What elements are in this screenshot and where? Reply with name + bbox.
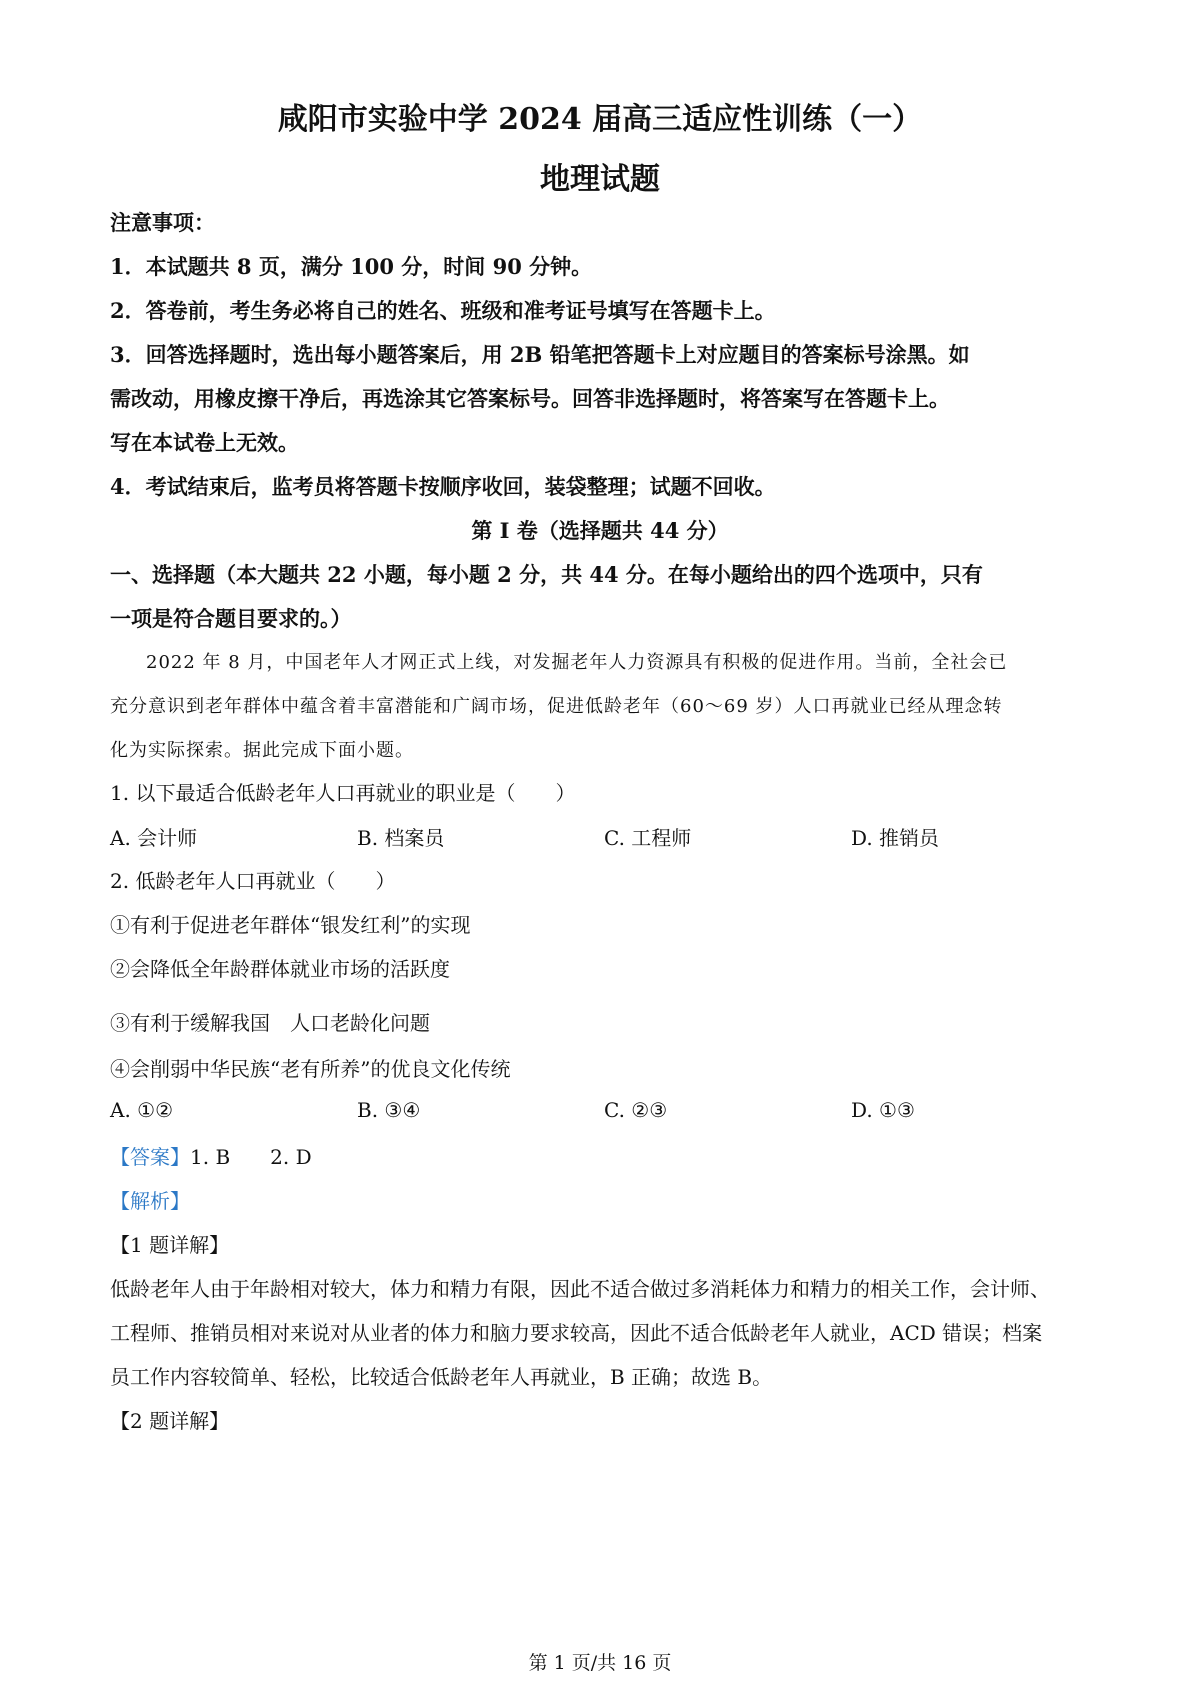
question-1-option-d: D. 推销员 [851, 826, 940, 850]
part-heading: 一、选择题（本大题共 22 小题，每小题 2 分，共 44 分。在每小题给出的四个选项中，只有 [110, 562, 983, 587]
answer-text: 1. B 2. D [190, 1145, 312, 1169]
question-2-statement: ②会降低全年龄群体就业市场的活跃度 [110, 957, 450, 981]
question-2-option-a: A. ①② [110, 1098, 174, 1122]
answer-line [110, 1142, 312, 1172]
passage-line: 充分意识到老年群体中蕴含着丰富潜能和广阔市场，促进低龄老年（60～69 岁）人口再就业已经从理念转 [110, 696, 1003, 717]
notice-item: 写在本试卷上无效。 [110, 430, 299, 455]
question-2-option-b: B. ③④ [357, 1098, 421, 1122]
notice-item: 4．考试结束后，监考员将答题卡按顺序收回，装袋整理；试题不回收。 [110, 474, 776, 499]
passage-line: 2022 年 8 月，中国老年人才网正式上线，对发掘老年人力资源具有积极的促进作用。当前，全社会已 [146, 652, 1008, 673]
q1-detail-line: 工程师、推销员相对来说对从业者的体力和脑力要求较高，因此不适合低龄老年人就业，ACD 错误；档案 [110, 1321, 1043, 1345]
q1-detail-heading: 【1 题详解】 [110, 1233, 230, 1257]
exam-title: 咸阳市实验中学 2024 届高三适应性训练（一） [277, 102, 923, 137]
notice-item: 2．答卷前，考生务必将自己的姓名、班级和准考证号填写在答题卡上。 [110, 298, 776, 323]
section-title: 第 I 卷（选择题共 44 分） [471, 518, 729, 543]
passage-line: 化为实际探索。据此完成下面小题。 [110, 740, 414, 761]
notice-item: 3．回答选择题时，选出每小题答案后，用 2B 铅笔把答题卡上对应题目的答案标号涂黑。如 [110, 342, 970, 367]
question-2-option-d: D. ①③ [851, 1098, 915, 1122]
page-number: 第 1 页/共 16 页 [528, 1652, 672, 1674]
notice-item: 1．本试题共 8 页，满分 100 分，时间 90 分钟。 [110, 254, 593, 279]
notice-heading: 注意事项： [110, 210, 215, 235]
question-1-option-a: A. 会计师 [110, 826, 198, 850]
notice-item: 需改动，用橡皮擦干净后，再选涂其它答案标号。回答非选择题时，将答案写在答题卡上。 [110, 386, 950, 411]
question-2-option-c: C. ②③ [604, 1098, 668, 1122]
analysis-tag: 【解析】 [110, 1189, 190, 1213]
q2-detail-heading: 【2 题详解】 [110, 1409, 230, 1433]
question-2-stem: 2. 低龄老年人口再就业（ ） [110, 869, 396, 893]
question-2-statement: ①有利于促进老年群体“银发红利”的实现 [110, 913, 471, 937]
q1-detail-line: 低龄老年人由于年龄相对较大，体力和精力有限，因此不适合做过多消耗体力和精力的相关工作，会计师、 [110, 1277, 1050, 1301]
question-1-option-c: C. 工程师 [604, 826, 692, 850]
question-1-stem: 1. 以下最适合低龄老年人口再就业的职业是（ ） [110, 781, 576, 805]
q1-detail-line: 员工作内容较简单、轻松，比较适合低龄老年人再就业，B 正确；故选 B。 [110, 1365, 773, 1389]
question-2-statement: ④会削弱中华民族“老有所养”的优良文化传统 [110, 1057, 511, 1081]
question-1-option-b: B. 档案员 [357, 826, 445, 850]
exam-subtitle: 地理试题 [540, 162, 660, 197]
answer-tag: 【答案】 [110, 1145, 190, 1169]
part-heading: 一项是符合题目要求的。） [110, 606, 352, 631]
question-2-statement: ③有利于缓解我国 人口老龄化问题 [110, 1011, 430, 1035]
